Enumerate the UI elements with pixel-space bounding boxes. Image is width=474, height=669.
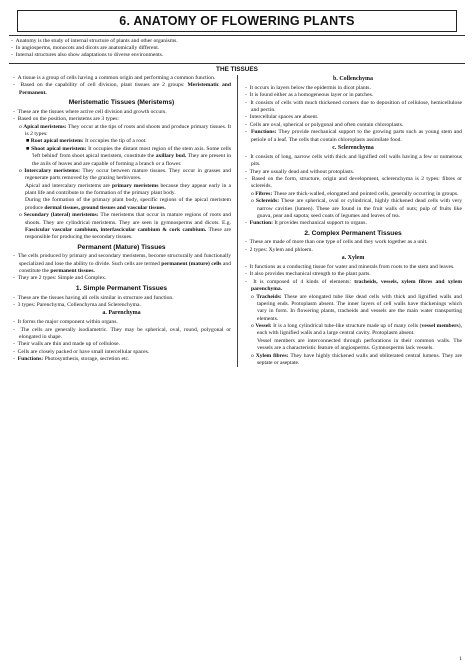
paragraph: - It also provides mechanical strength to the plant parts. <box>245 271 371 278</box>
paragraph: - Functions: They provide mechanical support to the growing parts such as young stem and petiole of a leaf. The cells that contain chloroplasts assimilate food. <box>245 129 462 143</box>
paragraph: - It is composed of 4 kinds of elements: tracheids, vessels, xylem fibres and xylem parenchyma. <box>245 278 462 293</box>
page-number: 1 <box>459 655 462 662</box>
list-item-apical: o Apical meristems: They occur at the tips of roots and shoots and produce primary tissues. It is 2 types: <box>19 123 231 138</box>
paragraph: - Based on the position, meristems are 3 types: <box>13 116 119 123</box>
paragraph: - 2 types: Xylem and phloem. <box>245 246 313 253</box>
heading-collenchyma: b. Collenchyma <box>332 76 373 83</box>
paragraph: - It consists of long, narrow cells with thick and lignified cell walls having a few or numerous pits. <box>245 153 462 168</box>
list-item-intercalary: o Intercalary meristems: They occur between mature tissues. They occur in grasses and regenerate parts removed by the grazing herbivores. <box>19 167 231 182</box>
paragraph: - Their walls are thin and made up of cellulose. <box>13 341 121 348</box>
list-item-root-apical: ■ Root apical meristem: It occupies the tip of a root. <box>26 138 147 145</box>
heading-permanent: Permanent (Mature) Tissues <box>77 243 166 251</box>
paragraph: - Functions: Photosynthesis, storage, secretion etc. <box>13 356 130 363</box>
intro-list <box>9 35 465 60</box>
paragraph: - Intercellular spaces are absent. <box>245 114 319 121</box>
list-item-sclereids: o Sclereids: These are spherical, oval or cylindrical, highly thickened dead cells with very narrow cavities (lumen). These are found in the fruit walls of nuts; pulp of fruits like guava, pear and sapota; seed coats of legumes and leaves of tea. <box>251 198 462 219</box>
page-title: 6. ANATOMY OF FLOWERING PLANTS <box>17 10 457 32</box>
list-item-secondary: o Secondary (lateral) meristems: The meristems that occur in mature regions of roots and shoots. They are cylindrical meristems. They are seen in gymnosperms and dicots. E.g. Fascicular vascular cambium, interfascicular cambium & cork cambium. These are responsible for producing the secondary tissues. <box>19 212 231 241</box>
heading-meristematic: Meristematic Tissues (Meristems) <box>68 99 175 107</box>
left-column <box>9 75 237 367</box>
two-column-body <box>9 75 465 367</box>
paragraph: - Function: It provides mechanical support to organs. <box>245 220 367 227</box>
paragraph: Vessel members are interconnected through perforations in their common walls. The vessels are a characteristic feature of angiosperms. Gymnosperms lack vessels. <box>257 337 462 352</box>
section-title: THE TISSUES <box>9 63 465 74</box>
list-item-tracheids: o Tracheids: These are elongated tube like dead cells with thick and lignified walls and tapering ends. Protoplasm absent. The inner layers of cell walls have thickenings which vary in form. In flowering plants, tracheids and vessels are the main water transporting elements. <box>251 293 462 322</box>
intro-item: - Internal structures also show adaptations to diverse environments. <box>11 52 164 59</box>
list-item-vessel: o Vessel: It is a long cylindrical tube-like structure made up of many cells (vessel members), each with lignified walls and a large central cavity. Protoplasm absent. <box>251 323 462 337</box>
paragraph: - They are usually dead and without protoplasts. <box>245 168 355 175</box>
paragraph: - It functions as a conducting tissue for water and minerals from roots to the stem and leaves. <box>245 264 455 270</box>
paragraph: - It occurs in layers below the epidermis in dicot plants. <box>245 84 371 91</box>
paragraph: During the formation of the primary plant body, specific regions of the apical meristem produce dermal tissues, ground tissues and vascular tissues. <box>25 197 231 211</box>
paragraph: - It consists of cells with much thickened corners due to deposition of cellulose, hemicellulose and pectin. <box>245 99 462 114</box>
intro-item: - In angiosperms, monocots and dicots are anatomically different. <box>11 44 160 51</box>
list-item-fibres: o Fibres: These are thick-walled, elongated and pointed cells, generally occurring in groups. <box>251 190 459 197</box>
heading-sclerenchyma: c. Sclerenchyma <box>332 144 374 151</box>
heading-complex-permanent: 2. Complex Permanent Tissues <box>304 229 402 237</box>
paragraph: - Cells are closely packed or have small intercellular spaces. <box>13 348 150 355</box>
paragraph: Apical and intercalary meristems are primary meristems because they appear early in a plant life and contribute to the formation of the primary plant body. <box>25 182 231 197</box>
paragraph: - These are made of more than one type of cells and they work together as a unit. <box>245 239 428 246</box>
heading-xylem: a. Xylem <box>341 255 365 262</box>
paragraph: - These are the tissues having all cells similar in structure and function. <box>13 294 174 301</box>
paragraph: - Cells are oval, spherical or polygonal and often contain chloroplasts. <box>245 121 404 128</box>
paragraph: - It is found either as a homogeneous layer or in patches. <box>245 92 374 99</box>
right-column <box>237 75 465 367</box>
list-item-xylem-fibres: o Xylem fibres: They have highly thickened walls and obliterated central lumens. They are septate or aseptate. <box>251 352 463 366</box>
paragraph: - A tissue is a group of cells having a common origin and performing a common function. <box>13 75 216 82</box>
paragraph: - The cells are generally isodiametric. They may be spherical, oval, round, polygonal or elongated in shape. <box>13 326 231 340</box>
heading-simple-permanent: 1. Simple Permanent Tissues <box>75 284 168 292</box>
paragraph: - These are the tissues where active cell division and growth occurs. <box>13 108 167 115</box>
paragraph: - Based on the form, structure, origin and development, sclerenchyma is 2 types: fibres or sclereids. <box>245 176 462 190</box>
paragraph: - They are 2 types: Simple and Complex. <box>13 275 107 282</box>
heading-parenchyma: a. Parenchyma <box>102 310 141 317</box>
paragraph: - It forms the major component within organs. <box>13 319 118 326</box>
paragraph: - Based on the capability of cell division, plant tissues are 2 groups: Meristematic and Permanent. <box>13 82 231 96</box>
paragraph: - 3 types: Parenchyma, Collenchyma and Sclerenchyma. <box>13 301 141 308</box>
list-item-shoot-apical: ■ Shoot apical meristem: It occupies the distant most region of the stem axis. Some cells 'left behind' from shoot apical meristem, constitute the axillary bud. They are present in the axils of leaves and are capable of forming a branch or a flower. <box>26 145 232 167</box>
paragraph: - The cells produced by primary and secondary meristems, become structurally and functionally specialized and lose the ability to divide. Such cells are termed permanent (mature) cells and constitute the permanent tissues. <box>13 253 232 275</box>
intro-item: - Anatomy is the study of internal structure of plants and other organisms. <box>11 37 178 44</box>
